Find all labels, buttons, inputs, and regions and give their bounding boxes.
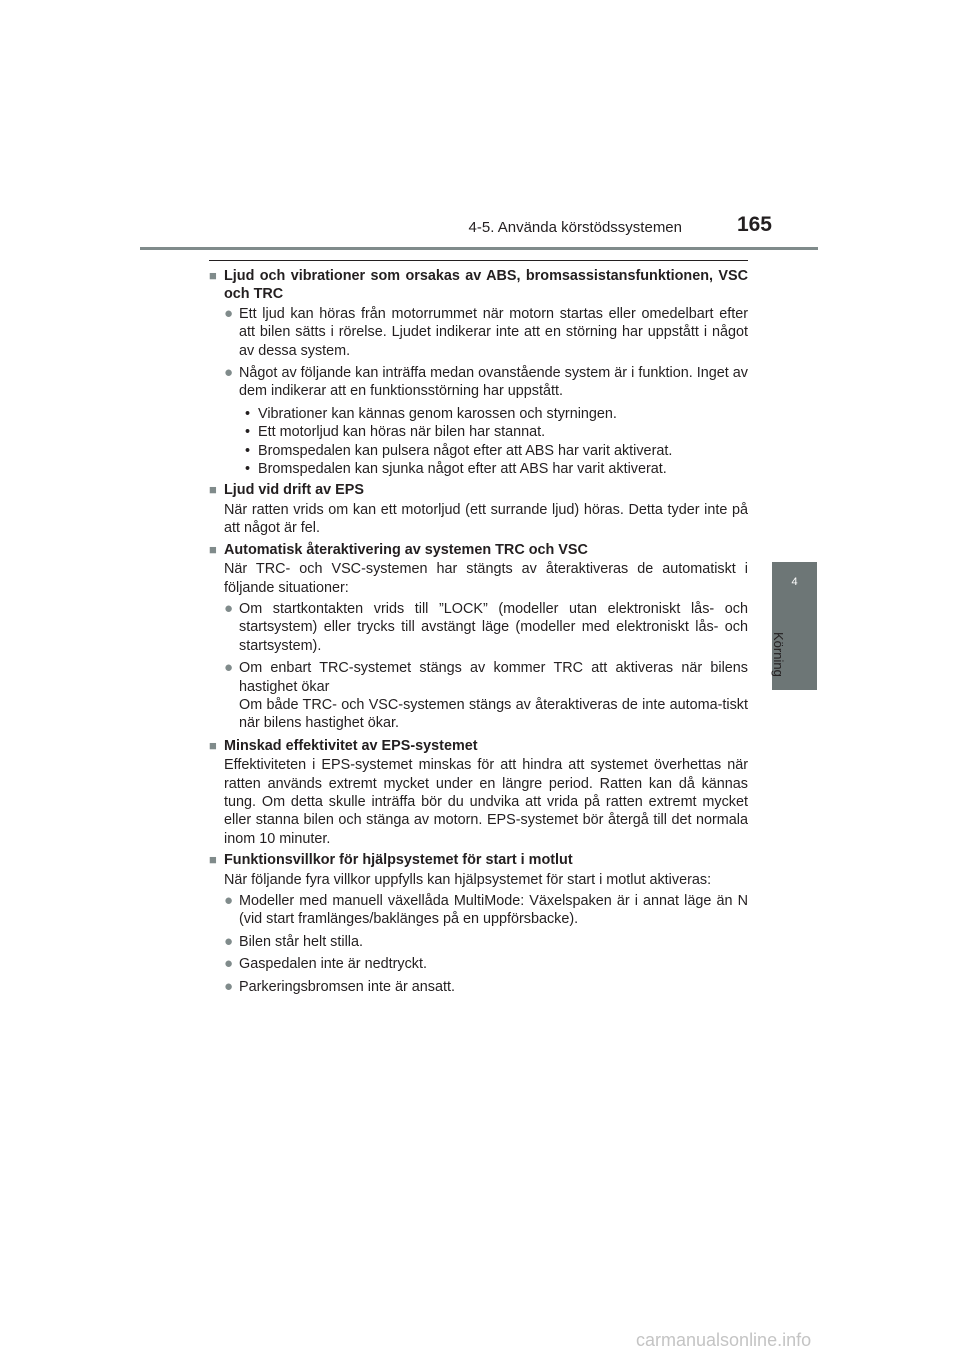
list-item: ● Parkeringsbromsen inte är ansatt. xyxy=(224,977,455,995)
list-item: ● Modeller med manuell växellåda MultiMode: Växelspaken är i annat läge än N (vid start framlänges/baklänges på en uppförsbacke). xyxy=(224,892,748,928)
sub-list xyxy=(245,405,748,479)
list-item: ● Ett ljud kan höras från motorrummet när motorn startas eller omedelbart efter att bilen sätts i rörelse. Ljudet indikerar inte att en störning har uppstått i något av dessa system. xyxy=(224,304,748,359)
page-header xyxy=(140,211,818,250)
section-paragraph: Effektiviteten i EPS-systemet minskas för att hindra att systemet överhettas när ratten används extremt mycket under en längre period. Ratten kan då kännas tung. Om detta skulle inträffa bör du undvika att vrida på ratten extremt mycket eller stanna bilen och stänga av motorn. EPS-systemet bör återgå till det normala inom 10 minuter. xyxy=(224,757,748,847)
round-bullet-icon: ● xyxy=(224,977,234,995)
square-bullet-icon: ■ xyxy=(209,268,217,283)
section-eps-noise xyxy=(209,481,748,537)
section-paragraph: När ratten vrids om kan ett motorljud (ett surrande ljud) höras. Detta tyder inte på att något är fel. xyxy=(224,501,748,537)
section-heading: ■ Minskad effektivitet av EPS-systemet xyxy=(209,737,478,754)
list-item: ● Om enbart TRC-systemet stängs av kommer TRC att aktiveras när bilens hastighet ökar Om både TRC- och VSC-systemen stängs av återaktiveras de inte automa-tiskt när bilens hastighet ökar. xyxy=(224,659,748,732)
chapter-label: Körning xyxy=(771,632,786,677)
sub-list-item: • Ett motorljud kan höras när bilen har stannat. xyxy=(245,424,546,441)
section-heading: ■ Funktionsvillkor för hjälpsystemet för start i motlut xyxy=(209,852,573,869)
section-eps-efficiency xyxy=(209,737,748,848)
section-heading: ■ Ljud och vibrationer som orsakas av ABS, bromsassistansfunktionen, VSC och TRC xyxy=(209,268,748,303)
round-bullet-icon: ● xyxy=(224,955,234,973)
chapter-number: 4 xyxy=(791,576,798,588)
list-item: ● Bilen står helt stilla. xyxy=(224,932,363,950)
sub-list-item: • Bromspedalen kan sjunka något efter att ABS har varit aktiverat. xyxy=(245,461,667,478)
section-auto-reactivation xyxy=(209,541,748,733)
section-hill-start xyxy=(209,851,748,996)
section-paragraph: När TRC- och VSC-systemen har stängts av återaktiveras de automatiskt i följande situationer: xyxy=(224,561,748,596)
content-top-rule xyxy=(209,260,748,261)
round-bullet-icon: ● xyxy=(224,659,234,677)
sub-list-item: • Bromspedalen kan pulsera något efter att ABS har varit aktiverat. xyxy=(245,442,673,459)
page-number: 165 xyxy=(736,213,772,236)
square-bullet-icon: ■ xyxy=(209,541,217,557)
section-abs-noise xyxy=(209,267,748,478)
square-bullet-icon: ■ xyxy=(209,737,217,753)
watermark: carmanualsonline.info xyxy=(636,1330,812,1350)
list-item: ● Något av följande kan inträffa medan ovanstående system är i funktion. Inget av dem indikerar att en funktionsstörning har uppstått. xyxy=(224,364,748,400)
section-paragraph: När följande fyra villkor uppfylls kan hjälpsystemet för start i motlut aktiveras: xyxy=(224,871,712,888)
sub-list-item: • Vibrationer kan kännas genom karossen och styrningen. xyxy=(245,405,617,422)
round-bullet-icon: ● xyxy=(224,364,234,382)
round-bullet-icon: ● xyxy=(224,932,234,950)
round-bullet-icon: ● xyxy=(224,304,234,322)
square-bullet-icon: ■ xyxy=(209,852,217,868)
page-content xyxy=(209,264,748,1000)
section-heading: ■ Automatisk återaktivering av systemen TRC och VSC xyxy=(209,541,588,558)
square-bullet-icon: ■ xyxy=(209,482,217,498)
chapter-title: 4-5. Använda körstödssystemen xyxy=(468,219,682,236)
section-heading: ■ Ljud vid drift av EPS xyxy=(209,482,364,499)
round-bullet-icon: ● xyxy=(224,599,234,617)
round-bullet-icon: ● xyxy=(224,892,234,909)
list-item: ● Om startkontakten vrids till ”LOCK” (modeller utan elektroniskt lås- och startsystem) eller trycks till avstängt läge (modeller med elektroniskt lås- och startsystem). xyxy=(224,599,748,654)
list-item: ● Gaspedalen inte är nedtryckt. xyxy=(224,955,427,973)
